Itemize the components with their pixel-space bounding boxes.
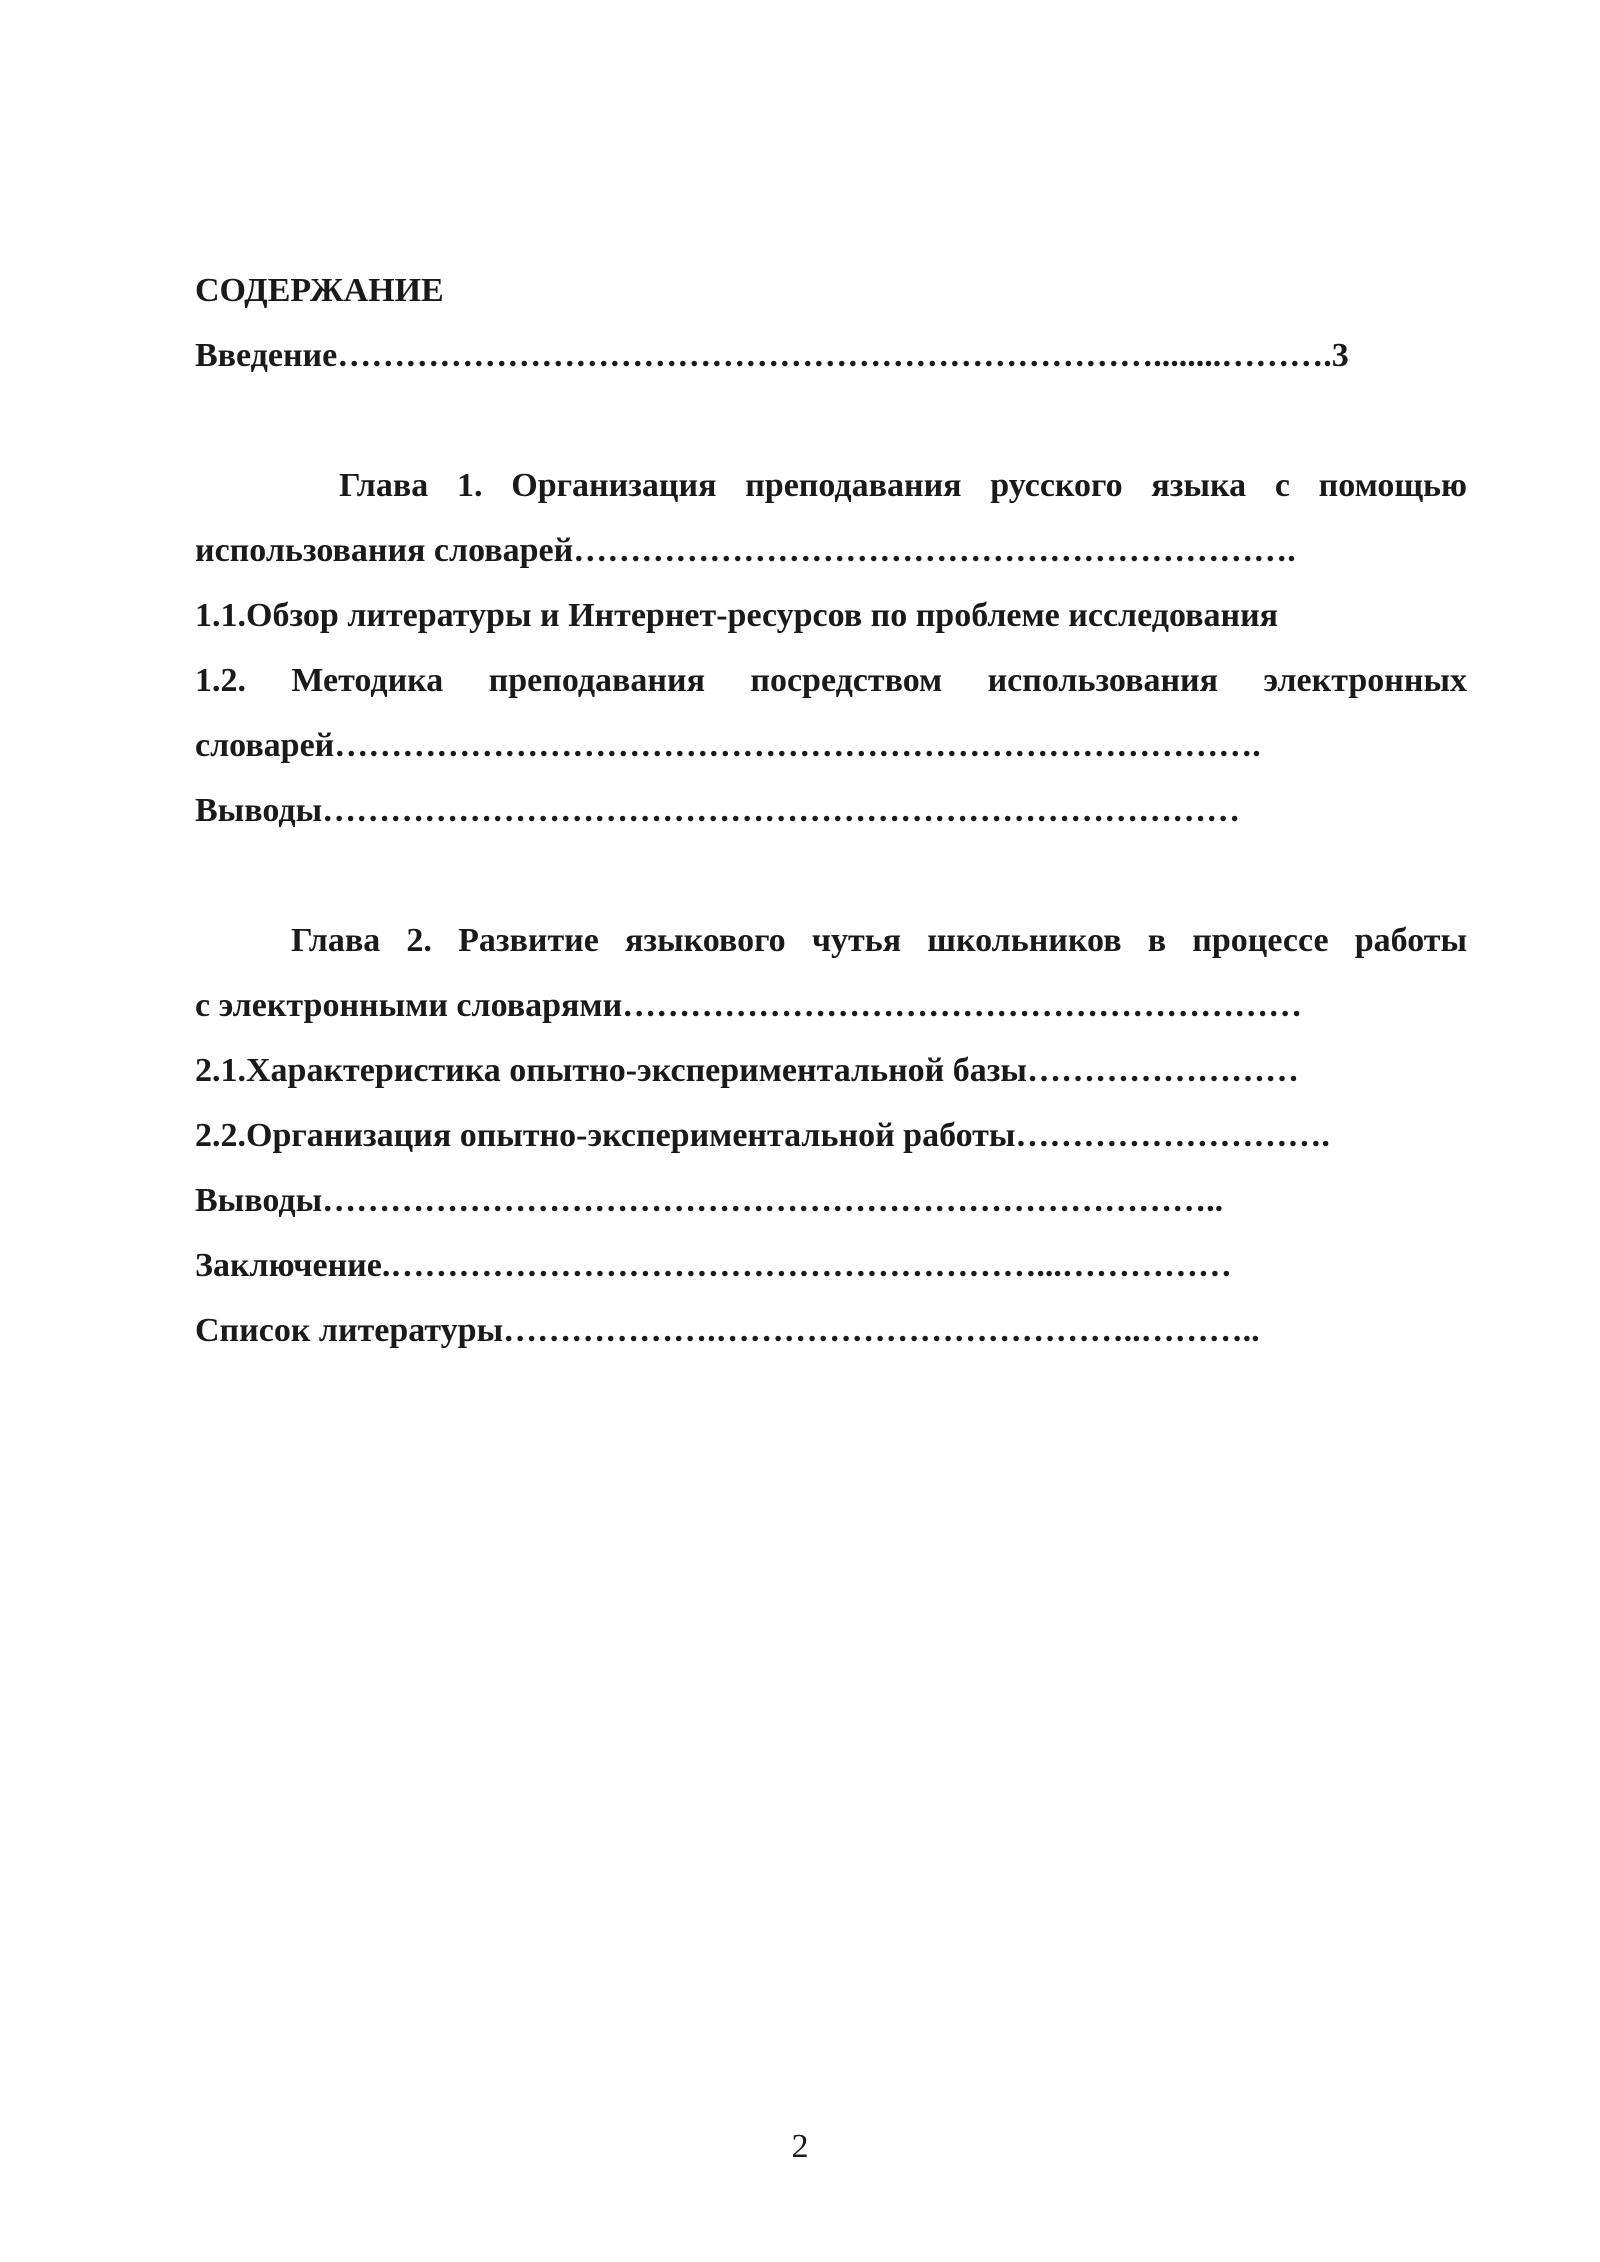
toc-entry-conclusion: Заключение.…………………………………………………...……………: [195, 1247, 1232, 1284]
toc-entry-introduction: Введение………………………………………………………………........……….3: [195, 337, 1349, 374]
toc-entry-section-2-2: 2.2.Организация опытно-экспериментальной работы……………………….: [195, 1117, 1330, 1154]
toc-entry-section-2-1: 2.1.Характеристика опытно-экспериментальной базы……………………: [195, 1052, 1299, 1089]
toc-entry-section-1-2: 1.2. Методика преподавания посредством использования электронных: [195, 662, 1467, 699]
table-of-contents: [195, 258, 1467, 1363]
toc-entry-bibliography: Список литературы……………….………………………………..………..: [195, 1312, 1260, 1349]
toc-entry-chapter-2-title-cont: с электронными словарями……………………………………………………: [195, 987, 1303, 1024]
toc-entry-chapter-1-title: Глава 1. Организация преподавания русского языка с помощью: [339, 467, 1467, 504]
toc-entry-chapter-2-title: Глава 2. Развитие языкового чутья школьников в процессе работы: [291, 922, 1467, 959]
toc-title: СОДЕРЖАНИЕ: [195, 272, 444, 309]
toc-entry-chapter-1-title-cont: использования словарей……………………………………………………….: [195, 532, 1296, 569]
spacer: [195, 843, 1467, 908]
page-number: 2: [791, 2128, 809, 2165]
toc-entry-section-1-1: 1.1.Обзор литературы и Интернет-ресурсов по проблеме исследования: [195, 597, 1279, 634]
toc-entry-chapter-1-conclusions: Выводы………………………………………………………………………: [195, 792, 1241, 829]
toc-entry-section-1-2-cont: словарей……………………………………………………………………….: [195, 727, 1261, 764]
toc-entry-chapter-2-conclusions: Выводы……………………………………………………………………..: [195, 1182, 1224, 1219]
spacer: [195, 388, 1467, 453]
